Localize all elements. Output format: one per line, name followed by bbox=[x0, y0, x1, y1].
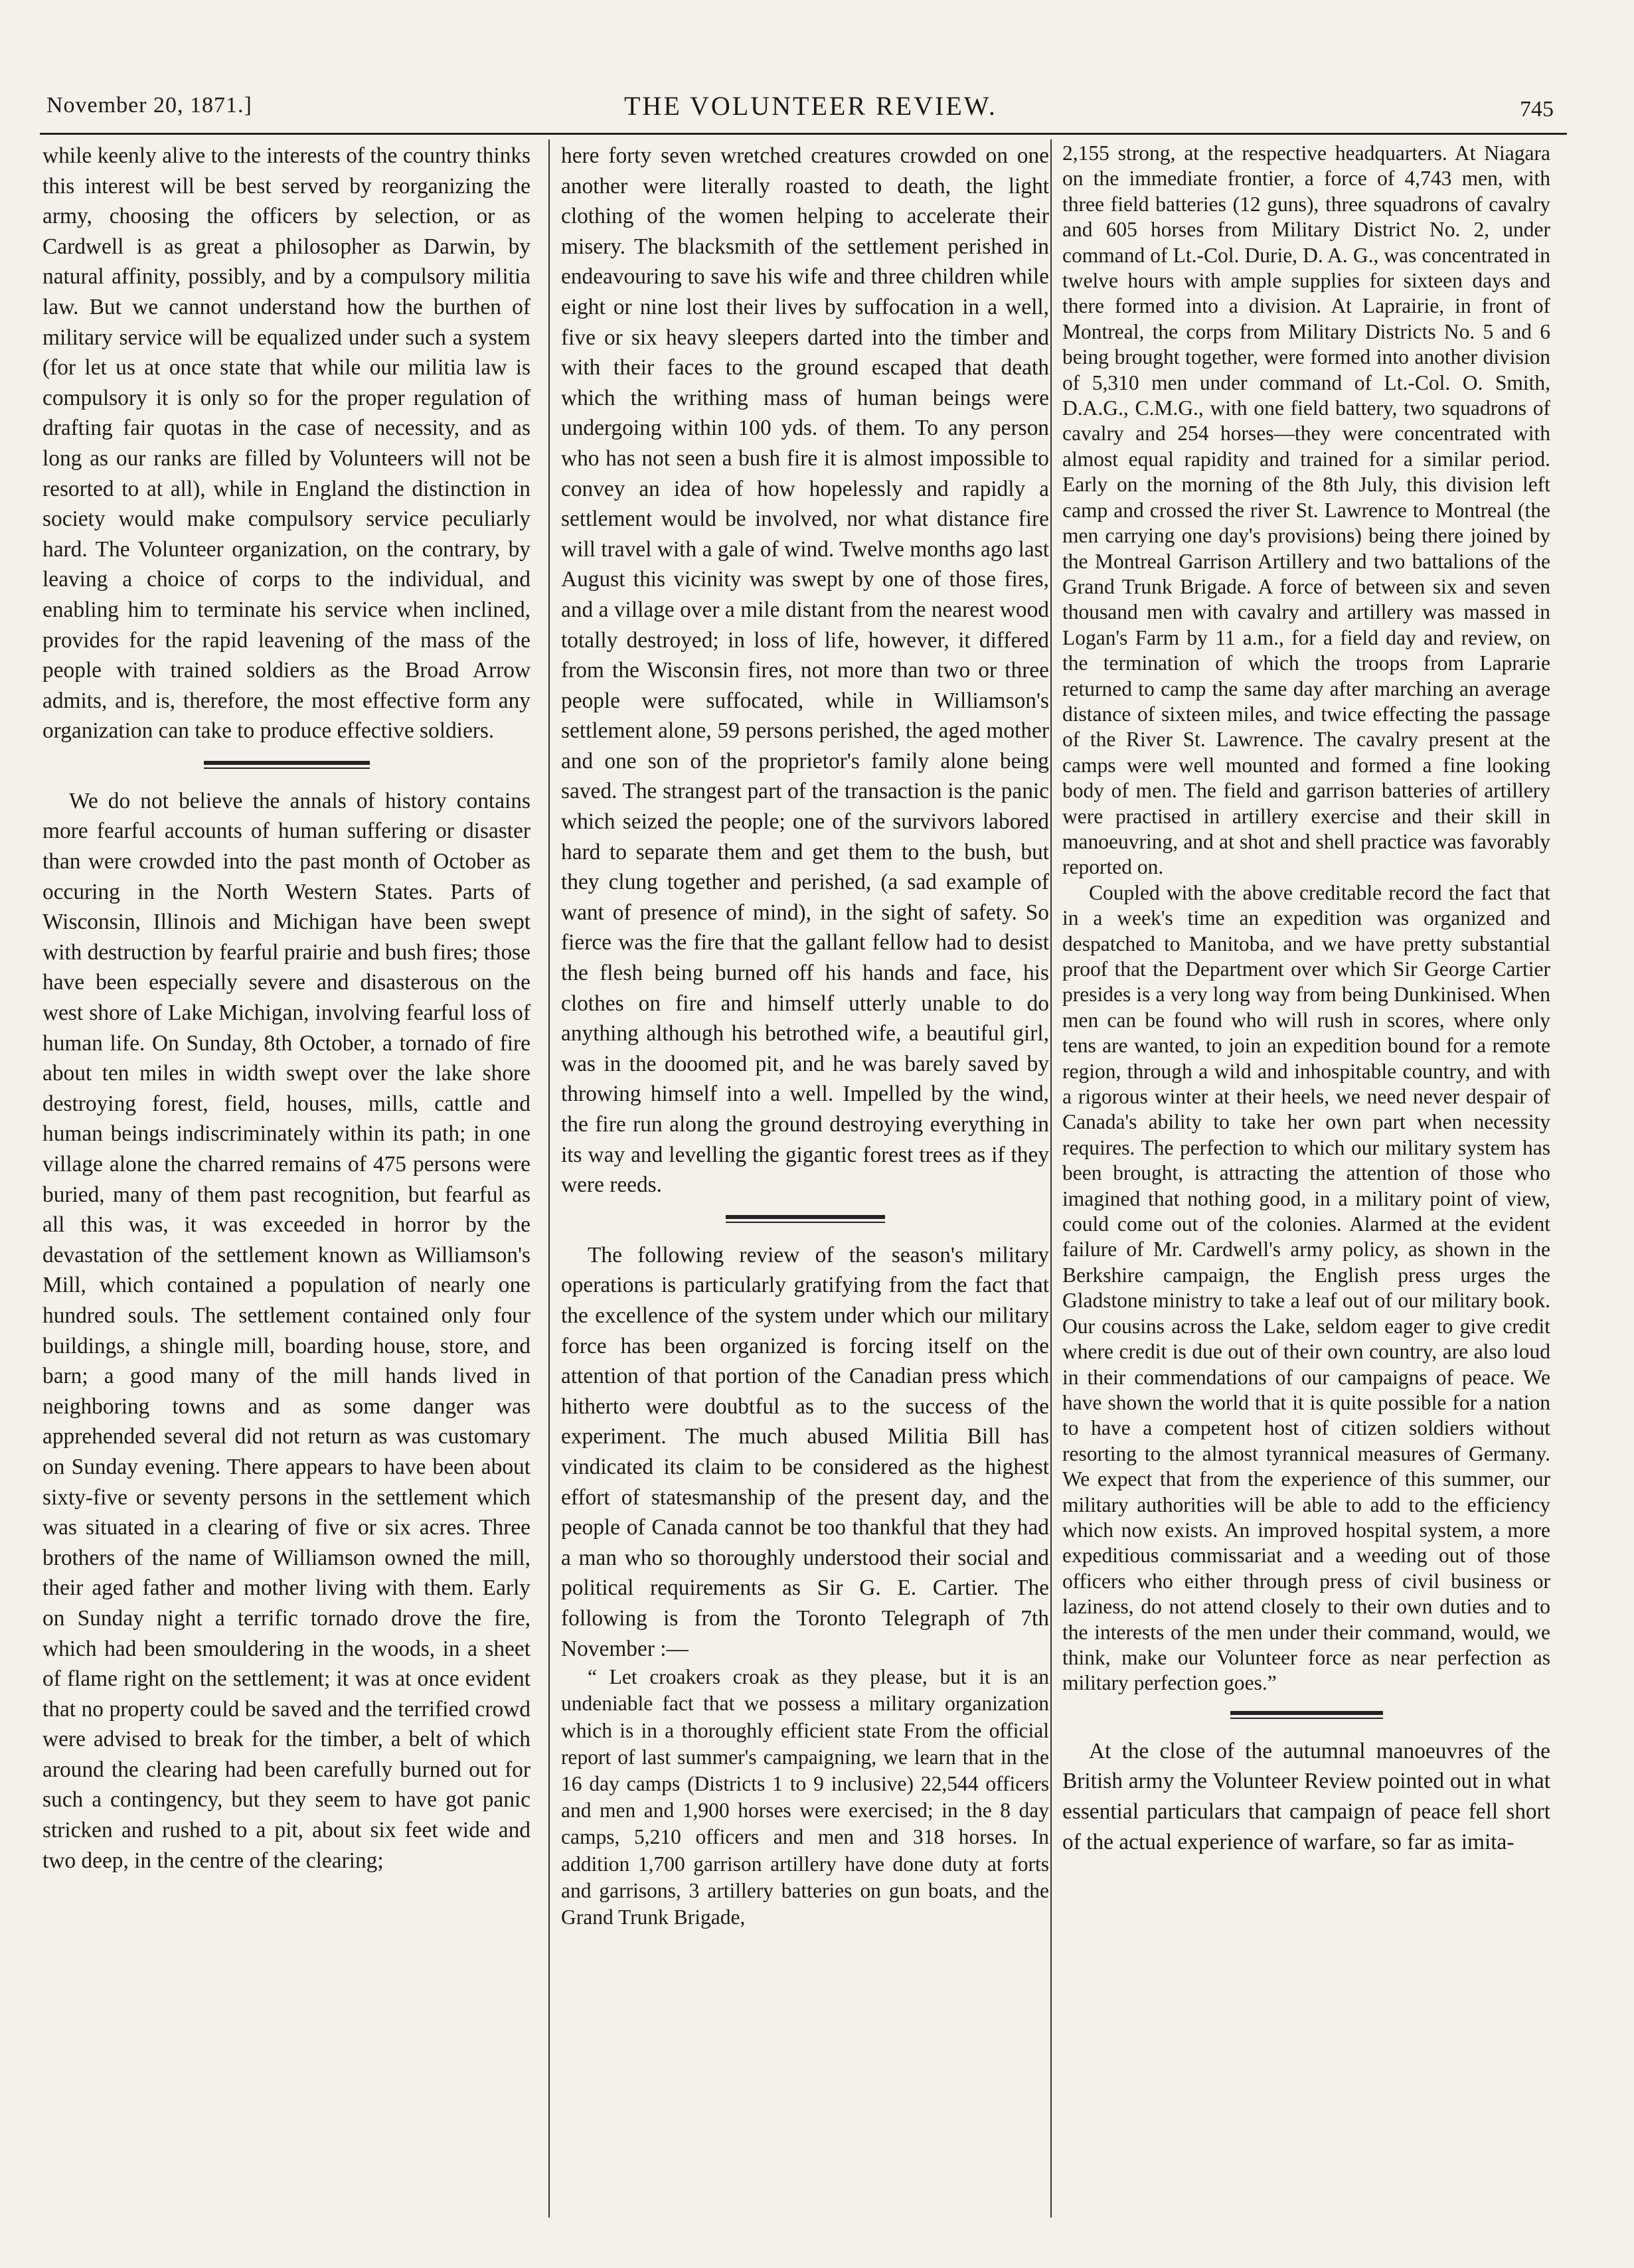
article-paragraph: We do not believe the annals of history contains more fearful accounts of human suffering or disaster than were crowded into the past month of October as occuring in the North Western States. Parts of Wisconsin, Illinois and Michigan have been swept with destruction by fearful prairie and bush fires; those have been especially severe and disasterous on the west shore of Lake Michigan, involving fearful loss of human life. On Sunday, 8th October, a tornado of fire about ten miles in width swept over the lake shore destroying forest, field, houses, mills, cattle and human beings indiscriminately within its path; in one village alone the charred remains of 475 persons were buried, many of them past recognition, but fearful as all this was, it was exceeded in horror by the devastation of the settlement known as Williamson's Mill, which contained a population of nearly one hundred souls. The settlement contained only four buildings, a shingle mill, boarding house, store, and barn; a good many of the mill hands lived in neighboring towns and as some danger was apprehended several did not return as was customary on Sunday evening. There appears to have been about sixty-five or seventy persons in the settlement which was situated in a clearing of five or six acres. Three brothers of the name of Williamson owned the mill, their aged father and mother living with them. Early on Sunday night a terrific tornado drove the fire, which had been smouldering in the woods, in a sheet of flame right on the settlement; it was at once evident that no property could be saved and the terrified crowd were advised to break for the timber, a belt of which around the clearing had been carefully burned out for such a contingency, but they seem to have got panic stricken and rushed to a pit, about six feet wide and two deep, in the centre of the clearing; bbox=[42, 788, 531, 1873]
quoted-passage: 2,155 strong, at the respective headquarters. At Niagara on the immediate frontier, a force of 4,743 men, with three field batteries (12 guns), three squadrons of cavalry and 605 horses from Military District No. 2, under command of Lt.-Col. Durie, D. A. G., was concentrated in twelve hours with ample supplies for sixteen days and there formed into a division. At Laprairie, in front of Montreal, the corps from Military Districts No. 5 and 6 being brought together, were formed into another division of 5,310 men under command of Lt.-Col. O. Smith, D.A.G., C.M.G., with one field battery, two squadrons of cavalry and 254 horses—they were concentrated with almost equal rapidity and trained for a similar period. Early on the morning of the 8th July, this division left camp and crossed the river St. Lawrence to Montreal (the men carrying one day's provisions) being there joined by the Montreal Garrison Artillery and two battalions of the Grand Trunk Brigade. A force of between six and seven thousand men with cavalry and artillery was massed in Logan's Farm by 11 a.m., for a field day and review, on the termination of which the troops from Laprarie returned to camp the same day after marching an average distance of sixteen miles, and twice effecting the passage of the River St. Lawrence. The cavalry present at the camps were well mounted and formed a fine looking body of men. The field and garrison batteries of artillery were practised in artillery exercise and their skill in manoeuvring, and at shot and shell practice was favorably reported on. bbox=[1062, 141, 1550, 879]
publication-title: THE VOLUNTEER REVIEW. bbox=[624, 91, 997, 121]
quoted-passage: Coupled with the above creditable record the fact that in a week's time an expedition was organized and despatched to Manitoba, and we have pretty substantial proof that the Department over which Sir George Cartier presides is a very long way from being Dunkinised. When men can be found who will rush in scores, where only tens are wanted, to join an expedition bound for a remote region, through a wild and inhospitable country, and with a rigorous winter at their heels, we need never despair of Canada's ability to take her own part when necessity requires. The perfection to which our military system has been brought, is attracting the attention of those who imagined that nothing good, in a military point of view, could come out of the colonies. Alarmed at the evident failure of Mr. Cardwell's army policy, as shown in the Berkshire campaign, the English press urges the Gladstone ministry to take a leaf out of our military book. Our cousins across the Lake, seldom eager to give credit where credit is due out of their own country, are also loud in their commendations of our campaigns of peace. We have shown the world that it is quite possible for a nation to have a competent host of citizen soldiers without resorting to the almost tyrannical measures of Germany. We expect that from the experience of this summer, our military authorities will be able to add to the efficiency which now exists. An improved hospital system, a more expeditious commissariat and a weeding out of those officers who either through press of civil business or laziness, do not attend closely to their own duties and to the interests of the men under their command, would, we think, make our Volunteer force as near perfection as military perfection goes.” bbox=[1062, 880, 1550, 1695]
column-3 bbox=[1062, 141, 1550, 2219]
column-2 bbox=[561, 141, 1049, 2219]
page-header bbox=[40, 86, 1567, 133]
article-paragraph: here forty seven wretched creatures crowded on one another were literally roasted to death, the light clothing of the women helping to accelerate their misery. The blacksmith of the settlement perished in endeavouring to save his wife and three children while eight or nine lost their lives by suffocation in a well, five or six heavy sleepers darted into the timber and with their faces to the ground escaped that death which the writhing mass of human beings were undergoing within 100 yds. of them. To any person who has not seen a bush fire it is almost impossible to convey an idea of how hopelessly and rapidly a settlement would be involved, nor what distance fire will travel with a gale of wind. Twelve months ago last August this vicinity was swept by one of those fires, and a village over a mile distant from the nearest wood totally destroyed; in loss of life, however, it differed from the Wisconsin fires, not more than two or three people were suffocated, while in Williamson's settlement alone, 59 persons perished, the aged mother and one son of the proprietor's family alone being saved. The strangest part of the transaction is the panic which seized the people; one of the survivors labored hard to separate them and get them to the bush, but they clung together and perished, (a sad example of want of presence of mind), in the sight of safety. So fierce was the fire that the gallant fellow had to desist the flesh being burned off his hands and face, his clothes on fire and himself utterly unable to do anything although his betrothed wife, a beautiful girl, was in the dooomed pit, and he was barely saved by throwing himself into a well. Impelled by the wind, the fire run along the ground destroying everything in its way and levelling the gigantic forest trees as if they were reeds. bbox=[561, 143, 1049, 1198]
article-separator bbox=[204, 761, 370, 769]
header-rule bbox=[40, 133, 1567, 135]
article-paragraph: while keenly alive to the interests of the country thinks this interest will be best served by reorganizing the army, choosing the officers by selection, or as Cardwell is as great a philosopher as Darwin, by natural affinity, possibly, and by a compulsory militia law. But we cannot understand how the burthen of military service will be equalized under such a system (for let us at once state that while our militia law is compulsory it is only so for the proper regulation of drafting fair quotas in the case of necessity, and as long as our ranks are filled by Volunteers will not be resorted to at all), while in England the distinction in society would make compulsory service peculiarly hard. The Volunteer organization, on the contrary, by leaving a choice of corps to the individual, and enabling him to terminate his service when inclined, provides for the rapid leavening of the mass of the people with trained soldiers as the Broad Arrow admits, and is, therefore, the most effective form any organization can take to produce effective soldiers. bbox=[42, 143, 531, 744]
article-separator bbox=[726, 1215, 885, 1223]
page-number: 745 bbox=[1520, 97, 1554, 121]
quoted-passage: “ Let croakers croak as they please, but it is an undeniable fact that we possess a military organization which is in a thoroughly efficient state From the official report of last summer's campaigning, we learn that in the 16 day camps (Districts 1 to 9 inclusive) 22,544 officers and men and 1,900 horses were exercised; in the 8 day camps, 5,210 officers and men and 318 horses. In addition 1,700 garrison artillery have done duty at forts and garrisons, 3 artillery batteries on gun boats, and the Grand Trunk Brigade, bbox=[561, 1665, 1049, 1929]
article-separator bbox=[1230, 1711, 1383, 1719]
column-divider bbox=[1050, 139, 1052, 2218]
issue-date: November 20, 1871.] bbox=[46, 93, 252, 118]
column-divider bbox=[548, 139, 550, 2218]
column-1 bbox=[42, 141, 531, 2219]
article-paragraph: At the close of the autumnal manoeuvres of the British army the Volunteer Review pointed out in what essential particulars that campaign of peace fell short of the actual experience of warfare, so far as imita- bbox=[1062, 1738, 1550, 1854]
article-paragraph: The following review of the season's military operations is particularly gratifying from the fact that the excellence of the system under which our military force has been organized is forcing itself on the attention of that portion of the Canadian press which hitherto were doubtful as to the success of the experiment. The much abused Militia Bill has vindicated its claim to be considered as the highest effort of statesmanship of the present day, and the people of Canada cannot be too thankful that they had a man who so thoroughly understood their social and political requirements as Sir G. E. Cartier. The following is from the Toronto Telegraph of 7th November :— bbox=[561, 1242, 1049, 1661]
